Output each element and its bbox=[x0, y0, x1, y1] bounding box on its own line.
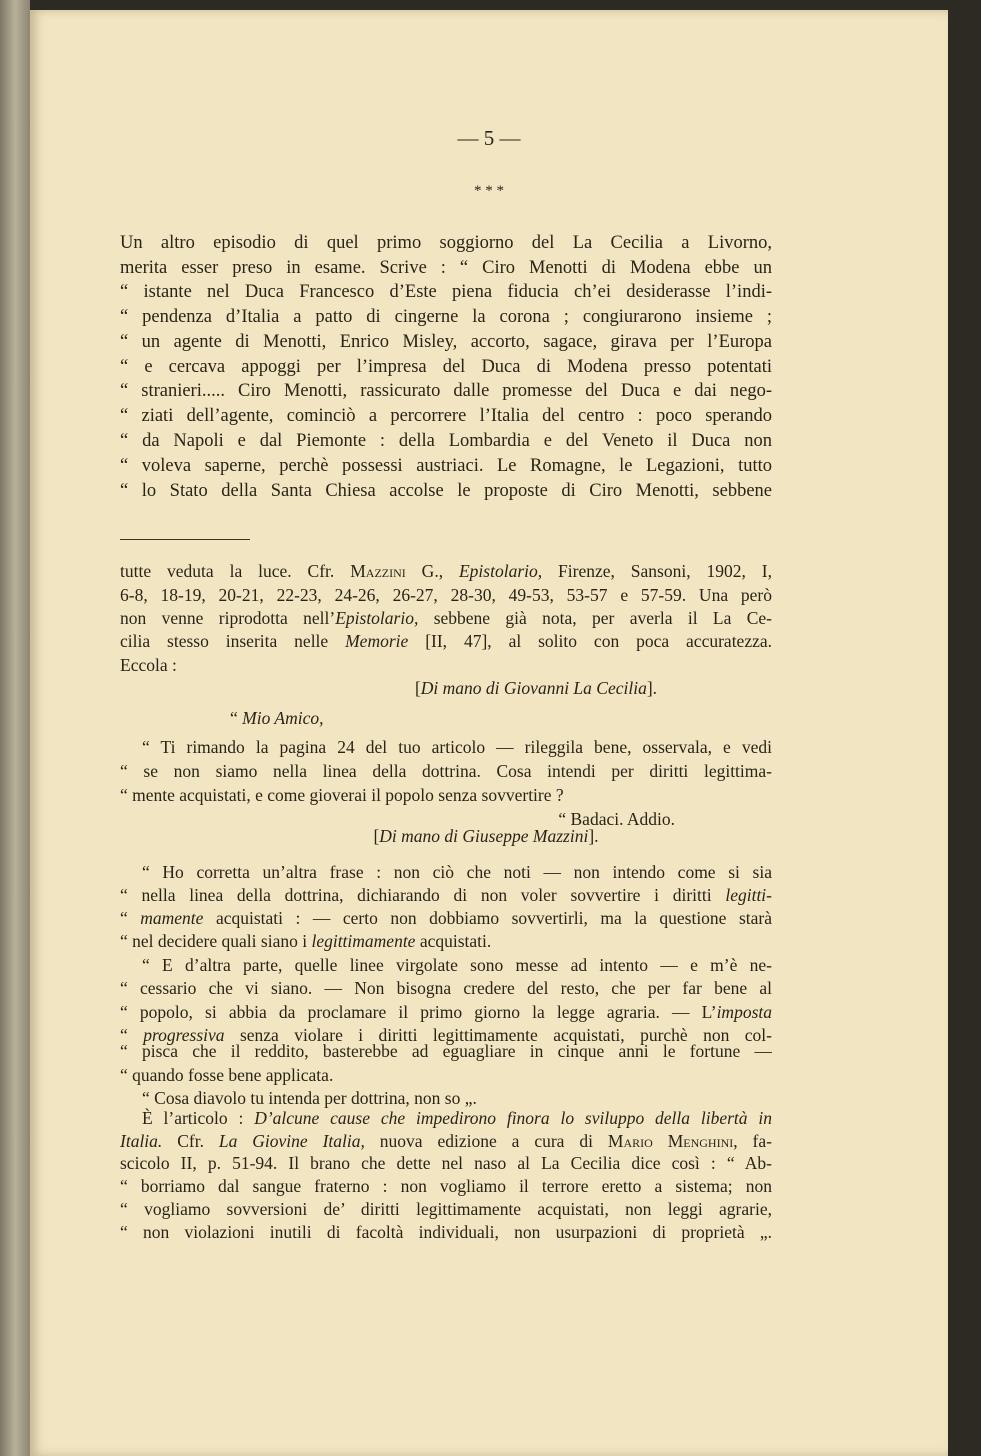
main-text-line: “ istante nel Duca Francesco d’Este piena fiducia ch’ei desiderasse l’indi- bbox=[120, 282, 772, 302]
text-segment: “ Ho corretta un’altra frase : non ciò che noti — non intendo come si sia bbox=[142, 862, 772, 882]
italic-text: Italia. bbox=[120, 1131, 163, 1151]
italic-text: mamente bbox=[140, 908, 204, 928]
text-segment: “ popolo, si abbia da proclamare il primo giorno la legge agraria. — L’ bbox=[120, 1002, 717, 1022]
text-segment: nuova edizione a cura di bbox=[364, 1131, 608, 1151]
footnote-line bbox=[120, 1087, 794, 1109]
text-segment: , fa- bbox=[733, 1131, 772, 1151]
text-segment: “ mente acquistati, e come gioverai il popolo senza sovvertire ? bbox=[120, 785, 564, 805]
footnote-line bbox=[120, 1107, 772, 1129]
text-segment: “ nella linea della dottrina, dichiarando di non voler sovvertire i diritti bbox=[120, 885, 726, 905]
small-caps-name: Mario Menghini bbox=[607, 1131, 734, 1151]
footnote-line bbox=[160, 825, 812, 847]
footnote-line bbox=[120, 1001, 772, 1023]
text-segment: “ Cosa diavolo tu intenda per dottrina, non so „. bbox=[142, 1088, 477, 1108]
footnote-line bbox=[120, 1130, 772, 1152]
footnote-line bbox=[120, 954, 772, 976]
italic-text: Epistolario, bbox=[458, 561, 543, 581]
footnote-line bbox=[120, 584, 772, 606]
footnote-line bbox=[120, 760, 772, 782]
text-segment: cilia stesso inserita nelle bbox=[120, 631, 346, 651]
text-segment: Eccola : bbox=[120, 655, 177, 675]
text-segment: non venne riprodotta nell’ bbox=[120, 608, 336, 628]
text-segment: senza violare i diritti legittimamente acquistati, purchè non col- bbox=[224, 1025, 772, 1045]
italic-text: legitti- bbox=[725, 885, 772, 905]
footnote-line bbox=[120, 1040, 772, 1062]
main-text-line: “ e cercava appoggi per l’impresa del Duca di Modena presso potentati bbox=[120, 357, 772, 377]
text-segment: “ bbox=[230, 708, 243, 728]
main-text-line: “ lo Stato della Santa Chiesa accolse le proposte di Ciro Menotti, sebbene bbox=[120, 481, 772, 501]
text-segment: “ bbox=[120, 908, 141, 928]
italic-text: Mio Amico, bbox=[242, 708, 324, 728]
text-segment: Cfr. bbox=[162, 1131, 219, 1151]
footnote-line bbox=[120, 607, 772, 629]
text-segment: G., bbox=[405, 561, 459, 581]
italic-text: D’alcune cause che impedirono finora lo sviluppo della libertà in bbox=[254, 1108, 772, 1128]
footnote-line bbox=[120, 736, 772, 758]
page-number: — 5 — bbox=[457, 126, 521, 150]
text-segment: “ borriamo dal sangue fraterno : non vogliamo il terrore eretto a sistema; non bbox=[120, 1176, 772, 1196]
footnote-line bbox=[120, 930, 772, 952]
footnote-line bbox=[120, 784, 772, 806]
text-segment: È l’articolo : bbox=[142, 1108, 255, 1128]
text-segment: “ Badaci. Addio. bbox=[558, 809, 675, 829]
text-segment: scicolo II, p. 51-94. Il brano che dette nel naso al La Cecilia dice così : “ Ab- bbox=[120, 1153, 772, 1173]
text-segment: “ cessario che vi siano. — Non bisogna credere del resto, che per far bene al bbox=[120, 978, 772, 998]
footnote-line bbox=[120, 1152, 772, 1174]
footnote-line bbox=[120, 1064, 772, 1086]
text-segment: ]. bbox=[646, 678, 658, 698]
text-segment: “ E d’altra parte, quelle linee virgolate sono messe ad intento — e m’è ne- bbox=[142, 955, 772, 975]
main-text-line: “ un agente di Menotti, Enrico Misley, accorto, sagace, girava per l’Europa bbox=[120, 332, 772, 352]
text-segment: [ bbox=[414, 678, 421, 698]
text-segment: acquistati. bbox=[415, 931, 492, 951]
footnote-separator bbox=[120, 539, 250, 540]
text-segment: “ Ti rimando la pagina 24 del tuo articolo — rileggila bene, osservala, e vedi bbox=[142, 737, 772, 757]
footnote-line bbox=[120, 907, 772, 929]
main-text-line: “ voleva saperne, perchè possessi austriaci. Le Romagne, le Legazioni, tutto bbox=[120, 456, 772, 476]
text-segment: Firenze, Sansoni, 1902, I, bbox=[542, 561, 772, 581]
italic-text: Epistolario, bbox=[335, 608, 419, 628]
italic-text: Di mano di Giovanni La Cecilia bbox=[420, 678, 647, 698]
italic-text: Di mano di Giuseppe Mazzini bbox=[379, 826, 589, 846]
footnote-line bbox=[120, 861, 772, 883]
footnote-line bbox=[210, 677, 862, 699]
text-segment: tutte veduta la luce. Cfr. bbox=[120, 561, 351, 581]
main-text-line: Un altro episodio di quel primo soggiorno del La Cecilia a Livorno, bbox=[120, 233, 772, 253]
main-text-line: “ stranieri..... Ciro Menotti, rassicurato dalle promesse del Duca e dai nego- bbox=[120, 381, 772, 401]
text-segment: “ non violazioni inutili di facoltà individuali, non usurpazioni di proprietà „. bbox=[120, 1222, 772, 1242]
text-segment: 6-8, 18-19, 20-21, 22-23, 24-26, 26-27, 28-30, 49-53, 53-57 e 57-59. Una però bbox=[120, 585, 772, 605]
footnote-line bbox=[120, 1221, 772, 1243]
book-page bbox=[30, 10, 948, 1456]
italic-text: La Giovine Italia, bbox=[218, 1131, 365, 1151]
italic-text: progressiva bbox=[143, 1025, 225, 1045]
main-text-line: merita esser preso in esame. Scrive : “ Ciro Menotti di Modena ebbe un bbox=[120, 258, 772, 278]
footnote-line bbox=[120, 1175, 772, 1197]
text-segment: “ bbox=[120, 1025, 144, 1045]
text-segment: [ bbox=[373, 826, 380, 846]
text-segment: “ quando fosse bene applicata. bbox=[120, 1065, 334, 1085]
footnote-line bbox=[120, 1198, 772, 1220]
main-text-line: “ pendenza d’Italia a patto di cingerne la corona ; congiurarono insieme ; bbox=[120, 307, 772, 327]
footnote-line bbox=[120, 630, 772, 652]
text-segment: “ vogliamo sovversioni de’ diritti legittimamente acquistati, non leggi agrarie, bbox=[120, 1199, 772, 1219]
italic-text: Memorie bbox=[345, 631, 409, 651]
text-segment: “ se non siamo nella linea della dottrina. Cosa intendi per diritti legittima- bbox=[120, 761, 772, 781]
main-text-line: “ da Napoli e dal Piemonte : della Lombardia e del Veneto il Duca non bbox=[120, 431, 772, 451]
book-spine bbox=[0, 0, 30, 1456]
italic-text: legittimamente bbox=[311, 931, 416, 951]
footnote-line bbox=[120, 560, 772, 582]
footnote-line bbox=[120, 977, 772, 999]
footnote-line bbox=[120, 707, 882, 729]
small-caps-name: Mazzini bbox=[350, 561, 406, 581]
main-text-line: “ ziati dell’agente, cominciò a percorrere l’Italia del centro : poco sperando bbox=[120, 406, 772, 426]
text-segment: ]. bbox=[588, 826, 599, 846]
footnote-line bbox=[120, 884, 772, 906]
asterism-section-break: * * * bbox=[474, 183, 504, 199]
text-segment: “ pisca che il reddito, basterebbe ad eguagliare in cinque anni le fortune — bbox=[120, 1041, 772, 1061]
footnote-line bbox=[120, 654, 772, 676]
text-segment: “ nel decidere quali siano i bbox=[120, 931, 312, 951]
text-segment: sebbene già nota, per averla il La Ce- bbox=[418, 608, 772, 628]
text-segment: [II, 47], al solito con poca accuratezza. bbox=[408, 631, 772, 651]
text-segment: acquistati : — certo non dobbiamo sovvertirli, ma la questione starà bbox=[203, 908, 772, 928]
italic-text: imposta bbox=[716, 1002, 772, 1022]
